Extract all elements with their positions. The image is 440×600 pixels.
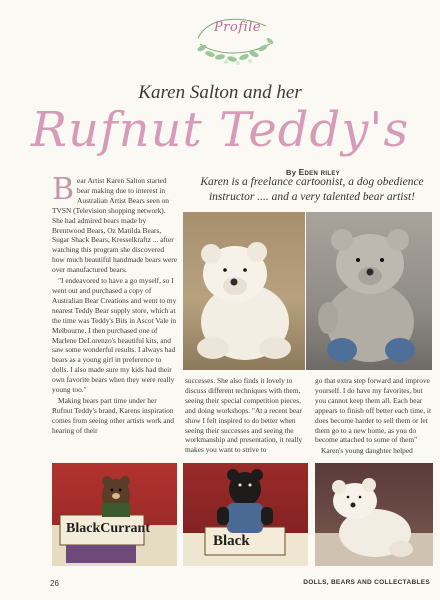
article-column-1	[52, 172, 177, 437]
photo-grey-bear	[306, 212, 432, 370]
sign-text: BlackCurrant	[66, 521, 150, 536]
article-paragraph: "I endeavored to have a go myself, so I went out and purchased a copy of Australian Bear Creations and went to my nearest Teddy Bear supply store, which at the time was Teddy's Bits in Ascot Vale in Melbourne. I then purchased one of Marlene DeLorenzo's beautiful kits, and saw some wonderful results. I always had bears as a young girl in preference to dolls. I also made sure my kids had their own favorite bears when they were really young too."	[52, 276, 177, 395]
intro-standfirst: Karen is a freelance cartoonist, a dog obedience instructor .... and a very talented bear artist!	[200, 176, 424, 203]
photo-bear-blackcurrant-2	[183, 463, 308, 566]
article-paragraph: Making bears part time under her Rufnut Teddy's brand, Karens inspiration comes from seeing other artists work and hearing of their	[52, 395, 174, 435]
byline-prefix: By	[286, 168, 297, 177]
denim-bear-illustration	[183, 463, 308, 566]
profile-ornament	[188, 8, 278, 68]
cream-bear-illustration	[315, 463, 433, 566]
photo-white-bear	[183, 212, 305, 370]
grey-bear-illustration	[306, 212, 432, 370]
article-paragraph: Karen's young daughter helped	[321, 446, 413, 456]
article-paragraph: successes. She also finds it lovely to discuss different techniques with them, seeing their special competition pieces, and doing workshops. "At a recent bear show I felt inspired to do better when seeing their successes and seeing the workmanship and presentation, it really makes you want to strive to	[185, 376, 303, 455]
byline-author: Eden riley	[298, 167, 340, 177]
article-subtitle: Karen Salton and her	[138, 82, 302, 103]
drop-cap: B	[52, 172, 75, 207]
sign-text: Black	[213, 533, 250, 549]
article-paragraph: Bear Artist Karen Salton started bear making due to interest in Australian Artist Bears seen on TVSN (Television shopping network). She had admired bears made by Brentwood Bears, Oz Matilda Bears, Sugar Shack Bears, Kresselkraftz ... after watching this program she discovered how much beautiful handmade bears were over manufactured bears.	[52, 172, 177, 275]
white-bear-illustration	[183, 212, 305, 370]
article-paragraph: go that extra step forward and improve yourself. I do have my favorites, but you cannot keep them all. Each bear appears to finish off better each time, it does become harder to sell them or let them go to a new home, as you do become attached to some of them"	[315, 376, 432, 445]
photo-cream-bear	[315, 463, 433, 566]
page-number: 26	[50, 579, 59, 588]
article-column-3	[315, 376, 433, 457]
article-title: Rufnut Teddy's	[30, 102, 410, 158]
article-column-2	[185, 376, 310, 456]
photo-bear-blackcurrant-1	[52, 463, 177, 566]
bear-with-sign-illustration	[52, 463, 177, 566]
section-label: Profile	[214, 20, 262, 35]
floral-swirl-icon	[188, 8, 278, 68]
magazine-name: DOLLS, BEARS AND COLLECTABLES	[303, 579, 430, 586]
